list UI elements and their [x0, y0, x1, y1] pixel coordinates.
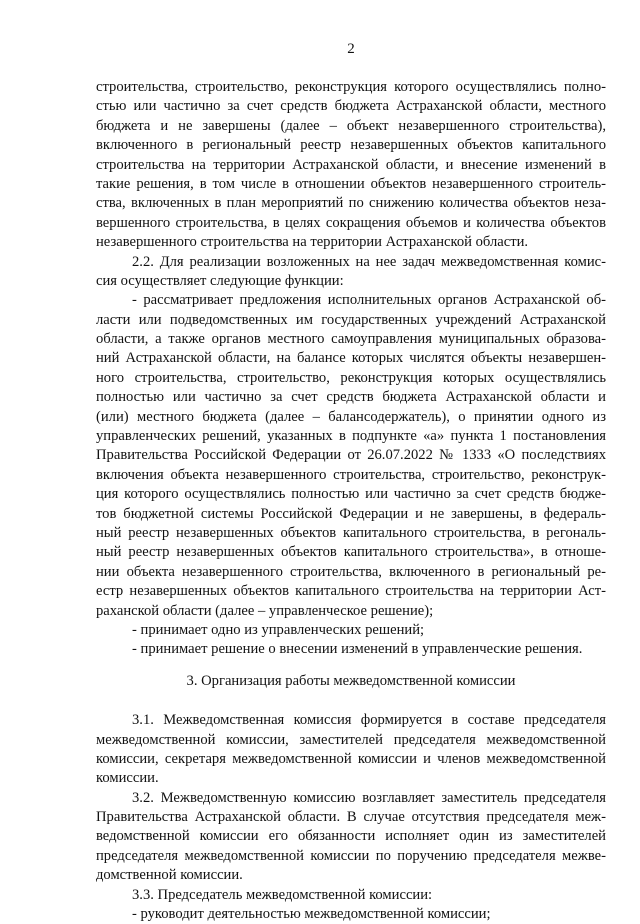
text-line: вершенного строительства, в целях сокращения объемов и количества объектов [96, 214, 606, 231]
list-item-function [96, 621, 606, 640]
text-line: ства, включенных в план мероприятий по снижению количества объектов неза- [96, 195, 606, 212]
text-line: - рассматривает предложения исполнительных органов Астраханской об- [132, 292, 606, 309]
text-line: Правительства Астраханской области. В случае отсутствия председателя меж- [96, 809, 606, 826]
list-item-duty [96, 905, 606, 924]
text-line: включения объекта незавершенного строительства, строительство, реконструк- [96, 466, 606, 483]
text-line: председателя межведомственной комиссии по поручению председателя межве- [96, 847, 606, 864]
paragraph-3-1 [96, 711, 606, 789]
text-line: ний Астраханской области, на балансе которых числятся объекты незавершен- [96, 350, 606, 367]
text-line: естр незавершенных объектов капитального строительства на территории Аст- [96, 583, 606, 600]
text-line: сия осуществляет следующие функции: [96, 272, 344, 289]
text-line: управленческих решений, указанных в подпункте «а» пункта 1 постановления [96, 428, 606, 445]
text-line: незавершенного строительства на территории Астраханской области. [96, 234, 529, 251]
text-line: бюджета и не завершены (далее – объект незавершенного строительства), [96, 117, 606, 134]
text-line: 2.2. Для реализации возложенных на нее задач межведомственная комис- [132, 253, 606, 270]
text-line: комиссии, секретаря межведомственной комиссии и членов межведомственной [96, 750, 606, 767]
body-text-part-1 [96, 78, 606, 660]
text-line: - принимает одно из управленческих решений; [132, 621, 425, 638]
text-line: строительства на территории Астраханской области, и внесение изменений в [96, 156, 606, 173]
paragraph-3-2 [96, 789, 606, 886]
paragraph-continuation [96, 78, 606, 253]
list-item-function [96, 640, 606, 659]
text-line: области, а также органов местного самоуправления муниципальных образова- [96, 331, 606, 348]
text-line: межведомственной комиссии, заместителей председателя межведомственной [96, 731, 606, 748]
text-line: ведомственной комиссии его обязанности исполняет один из заместителей [96, 828, 606, 845]
text-line: комиссии. [96, 770, 159, 787]
text-line: 3.2. Межведомственную комиссию возглавляет заместитель председателя [132, 789, 606, 806]
paragraph-3-3 [96, 886, 606, 905]
text-line: стью или частично за счет средств бюджета Астраханской области, местного [96, 98, 606, 115]
page-number: 2 [347, 41, 355, 57]
text-line: включенного в региональный реестр незавершенных объектов капитального [96, 137, 606, 154]
text-line: 3.1. Межведомственная комиссия формируется в составе председателя [132, 712, 606, 729]
text-line: раханской области (далее – управленческое решение); [96, 602, 434, 619]
text-line: такие решения, в том числе в отношении объектов незавершенного строитель- [96, 175, 606, 192]
text-line: Правительства Российской Федерации от 26.07.2022 № 1333 «О последствиях [96, 447, 606, 464]
text-line: ция которого осуществлялись полностью или частично за счет средств бюдже- [96, 486, 606, 503]
section-heading: 3. Организация работы межведомственной комиссии [186, 672, 516, 689]
text-line: - принимает решение о внесении изменений в управленческие решения. [132, 641, 583, 658]
text-line: полностью или частично за счет средств бюджета Астраханской области и [96, 389, 606, 406]
text-line: ный реестр незавершенных объектов капитального строительства, в регональ- [96, 524, 606, 541]
paragraph-2-2 [96, 253, 606, 292]
body-text-part-2 [96, 711, 606, 924]
text-line: ласти или подведомственных им государственных учреждений Астраханской [96, 311, 606, 328]
text-line: ного строительства, строительство, реконструкция которых осуществлялись [96, 369, 606, 386]
text-line: тов бюджетной системы Российской Федерации и не завершены, в федераль- [96, 505, 606, 522]
text-line: ный реестр незавершенных объектов капитального строительства», в отноше- [96, 544, 606, 561]
text-line: домственной комиссии. [96, 867, 243, 884]
list-item-function [96, 291, 606, 621]
text-line: (или) местного бюджета (далее – балансодержатель), о принятии одного из [96, 408, 606, 425]
text-line: 3.3. Председатель межведомственной комиссии: [132, 886, 433, 903]
text-line: - руководит деятельностью межведомственной комиссии; [132, 906, 491, 923]
text-line: нии объекта незавершенного строительства, включенного в региональный ре- [96, 563, 606, 580]
text-line: строительства, строительство, реконструкция которого осуществлялись полно- [96, 79, 606, 95]
